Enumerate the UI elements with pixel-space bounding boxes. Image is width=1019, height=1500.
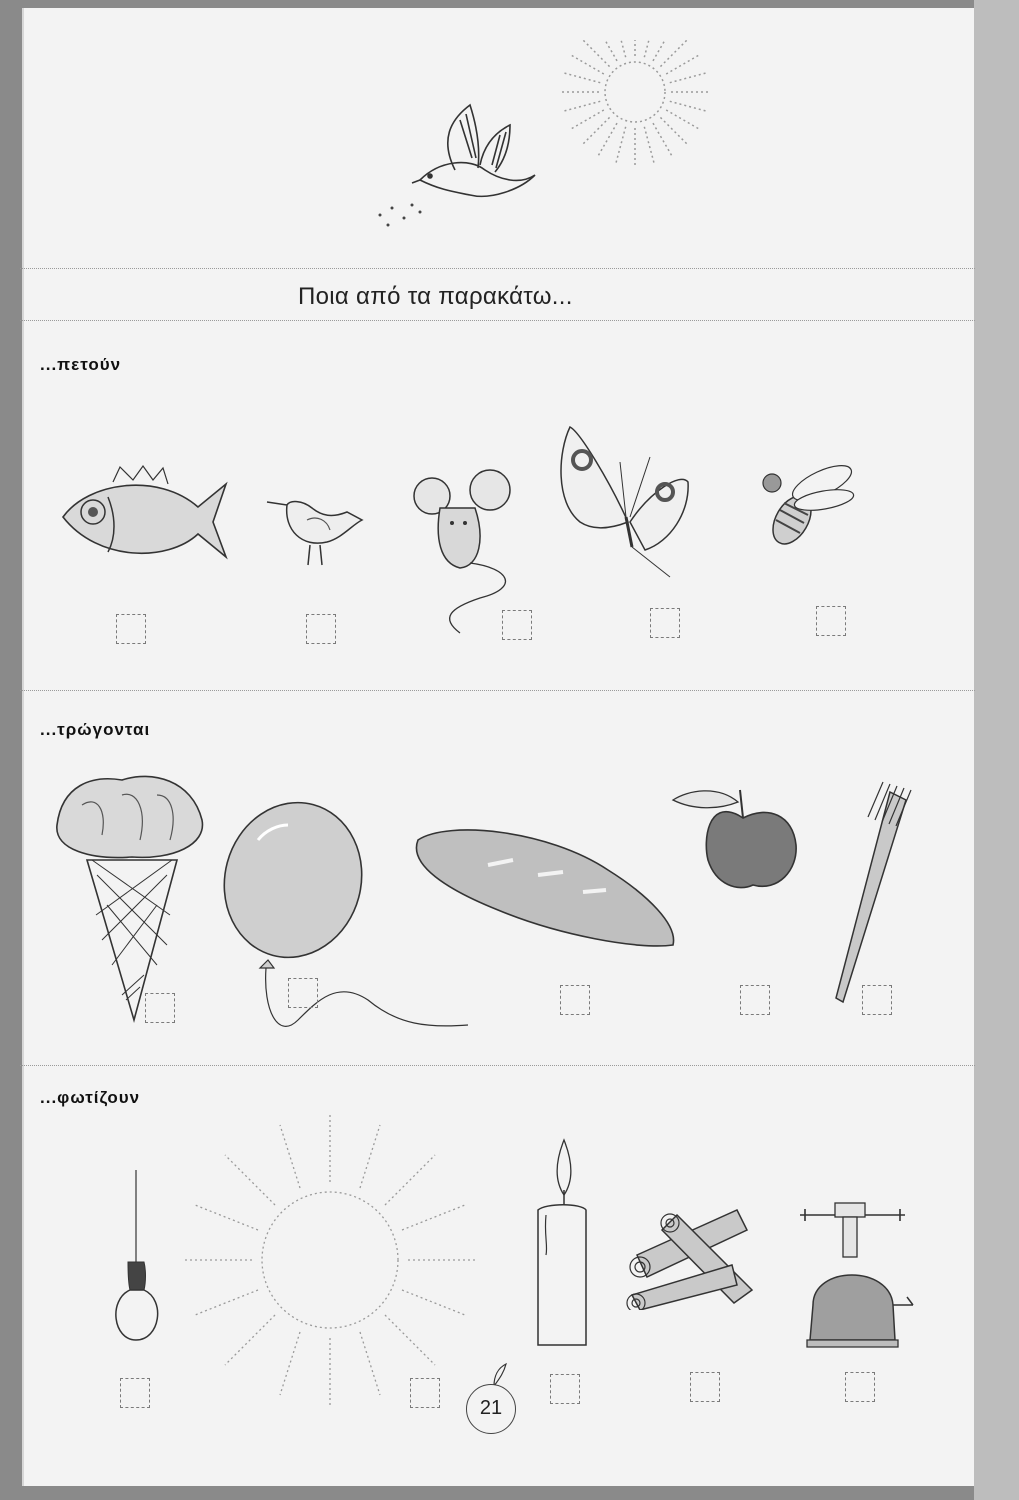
light-bulb-icon [108, 1170, 168, 1345]
divider [20, 320, 975, 321]
checkbox-bee[interactable] [816, 606, 846, 636]
gas-lamp-icon [795, 1195, 920, 1355]
dotted-sun-icon [560, 40, 710, 167]
page-number: 21 [466, 1384, 516, 1434]
checkbox-butterfly[interactable] [650, 608, 680, 638]
checkbox-candle[interactable] [550, 1374, 580, 1404]
background-edge [974, 0, 1019, 1500]
candle-icon [526, 1135, 596, 1350]
toothbrush-icon [828, 772, 918, 1007]
checkbox-bread[interactable] [560, 985, 590, 1015]
checkbox-balloon[interactable] [288, 978, 318, 1008]
butterfly-icon [550, 422, 690, 582]
worksheet-heading: Ποια από τα παρακάτω... [298, 283, 573, 310]
divider [20, 268, 975, 269]
section-label-light: ...φωτίζουν [40, 1088, 141, 1107]
checkbox-fish[interactable] [116, 614, 146, 644]
checkbox-mouse[interactable] [502, 610, 532, 640]
firewood-icon [622, 1195, 772, 1310]
dove-sun-illustration [360, 40, 720, 240]
checkbox-apple[interactable] [740, 985, 770, 1015]
apple-icon [668, 780, 808, 900]
checkbox-light-bulb[interactable] [120, 1378, 150, 1408]
sun-icon [170, 1110, 490, 1410]
ice-cream-icon [52, 765, 212, 1025]
dove-icon [412, 105, 535, 196]
checkbox-firewood[interactable] [690, 1372, 720, 1402]
section-label-eat: ...τρώγονται [40, 720, 151, 739]
bird-icon [262, 490, 372, 570]
fish-icon [58, 462, 228, 572]
bread-icon [408, 820, 683, 955]
bee-icon [752, 455, 862, 555]
checkbox-ice-cream[interactable] [145, 993, 175, 1023]
checkbox-sun[interactable] [410, 1378, 440, 1408]
divider [20, 1065, 975, 1066]
checkbox-toothbrush[interactable] [862, 985, 892, 1015]
checkbox-bird[interactable] [306, 614, 336, 644]
section-label-fly: ...πετούν [40, 355, 122, 374]
divider [20, 690, 975, 691]
checkbox-gas-lamp[interactable] [845, 1372, 875, 1402]
